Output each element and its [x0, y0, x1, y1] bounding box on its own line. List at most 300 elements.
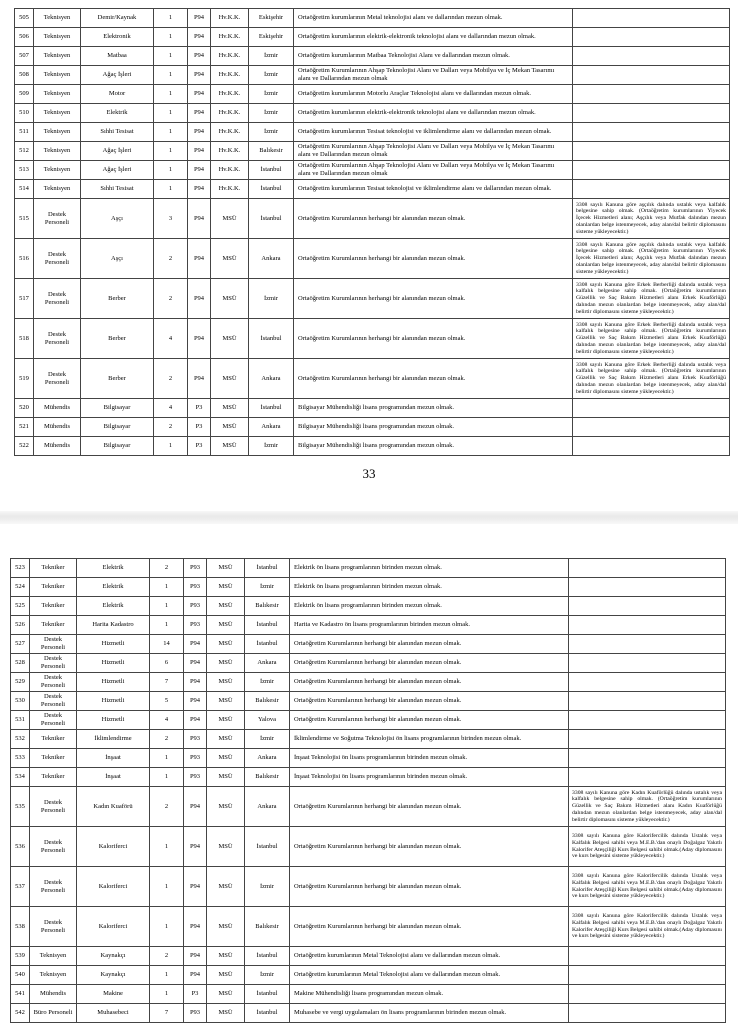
cell-city: İstanbul: [245, 827, 290, 867]
cell-count: 1: [150, 616, 184, 635]
cell-score-type: P94: [188, 319, 211, 359]
cell-note: [569, 654, 726, 673]
cell-note: 3308 sayılı Kanuna göre Kalorifercilik dalında Ustalık veya Kalfalık Belgesi sahibi veya M.E.B.'dan onaylı Doğalgaz Yakıtlı Kalorifer Ateşçiliği Kurs Belgesi sahibi olmak.(Aday diplomasını ve kurs belgesini sisteme yükleyecektir.): [569, 827, 726, 867]
cell-city: İstanbul: [245, 947, 290, 966]
cell-row-number: 535: [11, 787, 30, 827]
table-row: [11, 768, 726, 787]
cell-count: 1: [154, 85, 188, 104]
cell-title: Destek Personeli: [30, 692, 77, 711]
cell-qualification: Ortaöğretim Kurumlarının herhangi bir alanından mezun olmak.: [290, 787, 569, 827]
cell-source: MSÜ: [207, 1004, 245, 1023]
cell-source: MSÜ: [207, 597, 245, 616]
cell-row-number: 506: [15, 28, 34, 47]
cell-row-number: 541: [11, 985, 30, 1004]
cell-count: 6: [150, 654, 184, 673]
cell-source: MSÜ: [207, 749, 245, 768]
cell-count: 1: [150, 966, 184, 985]
cell-title: Destek Personeli: [34, 279, 81, 319]
table-row: [15, 123, 730, 142]
cell-title: Teknisyen: [34, 161, 81, 180]
cell-qualification: Ortaöğretim Kurumlarının herhangi bir alanından mezun olmak.: [290, 827, 569, 867]
cell-city: İstanbul: [245, 1004, 290, 1023]
cell-title: Tekniker: [30, 597, 77, 616]
table-row: [15, 418, 730, 437]
cell-city: Balıkesir: [249, 142, 294, 161]
cell-score-type: P3: [188, 437, 211, 456]
cell-score-type: P94: [188, 104, 211, 123]
cell-title: Destek Personeli: [30, 711, 77, 730]
cell-branch: Bilgisayar: [81, 437, 154, 456]
recruitment-table-page-34: [10, 558, 726, 1023]
cell-city: Ankara: [249, 359, 294, 399]
cell-branch: Hizmetli: [77, 692, 150, 711]
cell-count: 4: [150, 711, 184, 730]
cell-row-number: 519: [15, 359, 34, 399]
cell-count: 7: [150, 673, 184, 692]
cell-branch: Matbaa: [81, 47, 154, 66]
cell-source: MSÜ: [211, 418, 249, 437]
table-row: [11, 907, 726, 947]
cell-city: İstanbul: [245, 559, 290, 578]
cell-row-number: 526: [11, 616, 30, 635]
cell-source: Hv.K.K.: [211, 104, 249, 123]
cell-score-type: P94: [184, 787, 207, 827]
cell-note: [569, 966, 726, 985]
cell-row-number: 539: [11, 947, 30, 966]
cell-count: 2: [150, 559, 184, 578]
cell-title: Teknisyen: [34, 104, 81, 123]
cell-source: MSÜ: [207, 787, 245, 827]
cell-score-type: P94: [184, 692, 207, 711]
cell-title: Teknisyen: [34, 180, 81, 199]
cell-branch: Kaloriferci: [77, 907, 150, 947]
cell-row-number: 525: [11, 597, 30, 616]
cell-count: 1: [154, 28, 188, 47]
cell-row-number: 542: [11, 1004, 30, 1023]
cell-count: 1: [154, 180, 188, 199]
cell-count: 1: [154, 142, 188, 161]
cell-city: İzmir: [245, 966, 290, 985]
cell-title: Destek Personeli: [30, 867, 77, 907]
cell-qualification: Ortaöğretim Kurumlarının herhangi bir alanından mezun olmak.: [294, 319, 573, 359]
cell-count: 14: [150, 635, 184, 654]
cell-note: [569, 985, 726, 1004]
cell-note: 3308 sayılı Kanuna göre Erkek Berberliği dalında ustalık veya kalfalık belgesine sahip olmak. (Ortaöğretim kurumlarının Güzellik ve Saç Bakım Hizmetleri alanı Erkek Kuaförlüğü dalından mezun olanlardan belge istenmeyecek, aday alan/dal belirtir diplomasını sisteme yükleyecektir.): [573, 279, 730, 319]
cell-qualification: Ortaöğretim Kurumlarının Ahşap Teknolojisi Alanı ve Dalları veya Mobilya ve İç Mekan Tasarımı alanı ve Dallarından mezun olmak: [294, 66, 573, 85]
cell-city: Ankara: [245, 749, 290, 768]
cell-note: [573, 142, 730, 161]
cell-branch: Makine: [77, 985, 150, 1004]
cell-qualification: Ortaöğretim Kurumlarının herhangi bir alanından mezun olmak.: [294, 239, 573, 279]
cell-score-type: P3: [188, 418, 211, 437]
cell-note: [569, 749, 726, 768]
cell-count: 1: [154, 161, 188, 180]
cell-note: [573, 66, 730, 85]
table-row: [11, 867, 726, 907]
cell-city: Yalova: [245, 711, 290, 730]
cell-note: [569, 768, 726, 787]
cell-city: Eskişehir: [249, 28, 294, 47]
cell-row-number: 531: [11, 711, 30, 730]
cell-count: 1: [150, 597, 184, 616]
cell-city: Ankara: [245, 654, 290, 673]
table-row: [11, 654, 726, 673]
cell-score-type: P94: [184, 827, 207, 867]
cell-note: [569, 692, 726, 711]
cell-source: MSÜ: [207, 692, 245, 711]
cell-branch: Bilgisayar: [81, 399, 154, 418]
cell-note: [573, 85, 730, 104]
cell-note: [569, 711, 726, 730]
cell-count: 1: [154, 104, 188, 123]
cell-qualification: Ortaöğretim kurumlarının Motorlu Araçlar Teknolojisi alanı ve dallarından mezun olmak.: [294, 85, 573, 104]
cell-title: Teknisyen: [34, 9, 81, 28]
cell-qualification: Ortaöğretim kurumlarının Tesisat teknolojisi ve iklimlendirme alanı ve dallarından mezun olmak.: [294, 123, 573, 142]
cell-count: 1: [154, 47, 188, 66]
table-row: [15, 142, 730, 161]
cell-count: 3: [154, 199, 188, 239]
cell-qualification: Ortaöğretim Kurumlarının herhangi bir alanından mezun olmak.: [290, 867, 569, 907]
cell-source: MSÜ: [207, 673, 245, 692]
cell-source: MSÜ: [207, 985, 245, 1004]
table-row: [15, 28, 730, 47]
cell-source: MSÜ: [211, 437, 249, 456]
table-row: [15, 161, 730, 180]
cell-title: Destek Personeli: [34, 199, 81, 239]
cell-count: 2: [154, 418, 188, 437]
cell-city: Balıkesir: [245, 907, 290, 947]
cell-count: 1: [150, 768, 184, 787]
cell-qualification: Ortaöğretim kurumlarının elektrik-elektronik teknolojisi alanı ve dallarından mezun olmak.: [294, 28, 573, 47]
cell-score-type: P93: [184, 616, 207, 635]
cell-count: 2: [154, 279, 188, 319]
cell-row-number: 532: [11, 730, 30, 749]
cell-score-type: P94: [188, 180, 211, 199]
cell-source: MSÜ: [207, 966, 245, 985]
cell-note: 3308 sayılı Kanuna göre Erkek Berberliği dalında ustalık veya kalfalık belgesine sahip olmak. (Ortaöğretim kurumlarının Güzellik ve Saç Bakım Hizmetleri alanı Erkek Kuaförlüğü dalından mezun olanlardan belge istenmeyecek, aday alan/dal belirtir diplomasını sisteme yükleyecektir.): [573, 319, 730, 359]
cell-source: MSÜ: [211, 359, 249, 399]
cell-city: Balıkesir: [245, 768, 290, 787]
cell-qualification: Muhasebe ve vergi uygulamaları ön lisans programlarının birinden mezun olmak.: [290, 1004, 569, 1023]
cell-score-type: P93: [184, 730, 207, 749]
cell-source: MSÜ: [207, 947, 245, 966]
cell-score-type: P94: [188, 161, 211, 180]
cell-note: [569, 616, 726, 635]
cell-title: Destek Personeli: [34, 239, 81, 279]
cell-branch: Elektrik: [77, 578, 150, 597]
table-row: [11, 749, 726, 768]
cell-city: İzmir: [249, 437, 294, 456]
cell-note: 3308 sayılı Kanuna göre aşçılık dalında ustalık veya kalfalık belgesine sahip olmak. (Ortaöğretim kurumlarının Yiyecek İçecek Hizmetleri alanı; Aşçılık veya Mutfak dalından mezun olanlardan belge istenmeyecek, aday alan/dal belirtir diplomasını sisteme yükleyecektir.): [573, 199, 730, 239]
cell-qualification: İnşaat Teknolojisi ön lisans programlarının birinden mezun olmak.: [290, 749, 569, 768]
cell-title: Destek Personeli: [30, 635, 77, 654]
cell-note: 3308 sayılı Kanuna göre Erkek Berberliği dalında ustalık veya kalfalık belgesine sahip olmak. (Ortaöğretim kurumlarının Güzellik ve Saç Bakım Hizmetleri alanı Erkek Kuaförlüğü dalından mezun olanlardan belge istenmeyecek, aday alan/dal belirtir diplomasını sisteme yükleyecektir.): [573, 359, 730, 399]
table-row: [15, 437, 730, 456]
cell-row-number: 537: [11, 867, 30, 907]
cell-row-number: 511: [15, 123, 34, 142]
cell-score-type: P93: [184, 597, 207, 616]
cell-score-type: P94: [188, 28, 211, 47]
table-row: [11, 947, 726, 966]
cell-branch: Kaynakçı: [77, 947, 150, 966]
pdf-page-34: [0, 524, 738, 1024]
cell-count: 1: [150, 907, 184, 947]
cell-source: MSÜ: [207, 635, 245, 654]
cell-note: [573, 9, 730, 28]
cell-row-number: 514: [15, 180, 34, 199]
cell-count: 1: [154, 437, 188, 456]
cell-source: Hv.K.K.: [211, 142, 249, 161]
cell-city: Balıkesir: [245, 597, 290, 616]
cell-source: MSÜ: [211, 199, 249, 239]
cell-qualification: Ortaöğretim kurumlarının elektrik-elektronik teknolojisi alanı ve dallarından mezun olmak.: [294, 104, 573, 123]
cell-score-type: P94: [188, 359, 211, 399]
cell-branch: Ağaç İşleri: [81, 142, 154, 161]
cell-city: İstanbul: [245, 985, 290, 1004]
table-row: [11, 559, 726, 578]
cell-score-type: P93: [184, 749, 207, 768]
cell-source: MSÜ: [207, 711, 245, 730]
cell-branch: İnşaat: [77, 768, 150, 787]
cell-title: Teknisyen: [30, 966, 77, 985]
table-row: [15, 9, 730, 28]
cell-qualification: Bilgisayar Mühendisliği lisans programından mezun olmak.: [294, 418, 573, 437]
table-row: [15, 180, 730, 199]
cell-note: [573, 161, 730, 180]
table-row: [11, 966, 726, 985]
cell-branch: Bilgisayar: [81, 418, 154, 437]
table-row: [11, 827, 726, 867]
cell-count: 2: [150, 947, 184, 966]
cell-score-type: P94: [184, 867, 207, 907]
table-row: [11, 1004, 726, 1023]
cell-title: Tekniker: [30, 578, 77, 597]
cell-city: İzmir: [249, 123, 294, 142]
cell-city: İstanbul: [245, 635, 290, 654]
cell-qualification: İnşaat Teknolojisi ön lisans programlarının birinden mezun olmak.: [290, 768, 569, 787]
cell-title: Destek Personeli: [30, 673, 77, 692]
cell-score-type: P3: [184, 985, 207, 1004]
cell-count: 1: [150, 985, 184, 1004]
cell-branch: Elektrik: [77, 559, 150, 578]
cell-qualification: Bilgisayar Mühendisliği lisans programından mezun olmak.: [294, 437, 573, 456]
cell-branch: İnşaat: [77, 749, 150, 768]
cell-title: Mühendis: [34, 399, 81, 418]
cell-source: MSÜ: [211, 239, 249, 279]
cell-city: İzmir: [249, 279, 294, 319]
cell-title: Teknisyen: [34, 66, 81, 85]
cell-note: 3308 sayılı Kanuna göre Kalorifercilik dalında Ustalık veya Kalfalık Belgesi sahibi veya M.E.B.'dan onaylı Doğalgaz Yakıtlı Kalorifer Ateşçiliği Kurs Belgesi sahibi olmak.(Aday diplomasını ve kurs belgesini sisteme yükleyecektir.): [569, 907, 726, 947]
cell-city: İzmir: [249, 85, 294, 104]
cell-row-number: 523: [11, 559, 30, 578]
cell-branch: Hizmetli: [77, 673, 150, 692]
cell-note: [569, 578, 726, 597]
cell-qualification: Ortaöğretim Kurumlarının herhangi bir alanından mezun olmak.: [290, 673, 569, 692]
cell-row-number: 524: [11, 578, 30, 597]
cell-branch: Harita Kadastro: [77, 616, 150, 635]
cell-note: [569, 730, 726, 749]
cell-note: 3308 sayılı Kanuna göre aşçılık dalında ustalık veya kalfalık belgesine sahip olmak. (Ortaöğretim kurumlarının Yiyecek İçecek Hizmetleri alanı; Aşçılık veya Mutfak dalından mezun olanlardan belge istenmeyecek, aday alan/dal belirtir diplomasını sisteme yükleyecektir.): [573, 239, 730, 279]
table-row: [11, 985, 726, 1004]
cell-source: Hv.K.K.: [211, 9, 249, 28]
cell-note: [569, 635, 726, 654]
cell-score-type: P94: [188, 9, 211, 28]
cell-branch: Elektrik: [81, 104, 154, 123]
cell-title: Mühendis: [34, 418, 81, 437]
cell-score-type: P94: [188, 279, 211, 319]
cell-city: İstanbul: [245, 616, 290, 635]
cell-branch: Hizmetli: [77, 654, 150, 673]
cell-title: Destek Personeli: [30, 654, 77, 673]
cell-branch: Ağaç İşleri: [81, 161, 154, 180]
cell-qualification: Ortaöğretim Kurumlarının herhangi bir alanından mezun olmak.: [290, 711, 569, 730]
cell-count: 2: [150, 787, 184, 827]
cell-source: MSÜ: [207, 867, 245, 907]
cell-count: 1: [154, 123, 188, 142]
cell-row-number: 530: [11, 692, 30, 711]
cell-qualification: Ortaöğretim kurumlarının Metal teknolojisi alanı ve dallarından mezun olmak.: [294, 9, 573, 28]
cell-note: [573, 28, 730, 47]
cell-qualification: Makine Mühendisliği lisans programından mezun olmak.: [290, 985, 569, 1004]
cell-row-number: 536: [11, 827, 30, 867]
table-row: [15, 359, 730, 399]
cell-qualification: Elektrik ön lisans programlarının birinden mezun olmak.: [290, 597, 569, 616]
cell-score-type: P93: [184, 559, 207, 578]
cell-note: [573, 180, 730, 199]
cell-city: Ankara: [249, 418, 294, 437]
cell-count: 1: [154, 9, 188, 28]
cell-note: 3308 sayılı Kanuna göre Kadın Kuaförlüğü dalında ustalık veya kalfalık belgesine sahip olmak. (Ortaöğretim kurumlarının Güzellik ve Saç Bakım Hizmetleri alanı Kadın Kuaförlüğü dalından mezun olanlardan belge istenmeyecek, aday alan/dal belirtir diplomasını sisteme yükleyecektir.): [569, 787, 726, 827]
cell-score-type: P94: [184, 654, 207, 673]
cell-count: 5: [150, 692, 184, 711]
cell-qualification: Harita ve Kadastro ön lisans programlarının birinden mezun olmak.: [290, 616, 569, 635]
cell-source: Hv.K.K.: [211, 180, 249, 199]
cell-count: 2: [154, 239, 188, 279]
cell-score-type: P94: [184, 635, 207, 654]
cell-title: Tekniker: [30, 559, 77, 578]
table-row: [11, 635, 726, 654]
cell-qualification: Ortaöğretim Kurumlarının herhangi bir alanından mezun olmak.: [290, 654, 569, 673]
cell-title: Teknisyen: [34, 47, 81, 66]
cell-score-type: P94: [188, 142, 211, 161]
cell-source: MSÜ: [207, 730, 245, 749]
cell-row-number: 529: [11, 673, 30, 692]
table-row: [15, 85, 730, 104]
cell-qualification: Ortaöğretim Kurumlarının herhangi bir alanından mezun olmak.: [290, 692, 569, 711]
cell-title: Tekniker: [30, 768, 77, 787]
cell-row-number: 508: [15, 66, 34, 85]
cell-title: Teknisyen: [34, 85, 81, 104]
cell-count: 1: [150, 867, 184, 907]
cell-count: 1: [150, 827, 184, 867]
table-row: [15, 279, 730, 319]
cell-score-type: P93: [184, 578, 207, 597]
cell-branch: Aşçı: [81, 239, 154, 279]
cell-source: Hv.K.K.: [211, 85, 249, 104]
cell-count: 4: [154, 319, 188, 359]
cell-qualification: Ortaöğretim kurumlarının Metal Teknolojisi alanı ve dallarından mezun olmak.: [290, 966, 569, 985]
cell-qualification: Elektrik ön lisans programlarının birinden mezun olmak.: [290, 559, 569, 578]
cell-city: İstanbul: [249, 319, 294, 359]
cell-qualification: Ortaöğretim Kurumlarının herhangi bir alanından mezun olmak.: [294, 199, 573, 239]
cell-qualification: Ortaöğretim kurumlarının Tesisat teknolojisi ve iklimlendirme alanı ve dallarından mezun olmak.: [294, 180, 573, 199]
cell-branch: Elektrik: [77, 597, 150, 616]
cell-source: MSÜ: [207, 616, 245, 635]
cell-qualification: Ortaöğretim kurumlarının Metal Teknolojisi alanı ve dallarından mezun olmak.: [290, 947, 569, 966]
cell-branch: Sıhhi Tesisat: [81, 123, 154, 142]
cell-city: İstanbul: [249, 161, 294, 180]
cell-note: [569, 1004, 726, 1023]
cell-score-type: P94: [184, 673, 207, 692]
cell-branch: Berber: [81, 319, 154, 359]
cell-source: MSÜ: [211, 319, 249, 359]
cell-score-type: P93: [184, 768, 207, 787]
table-row: [11, 711, 726, 730]
cell-branch: Muhasebeci: [77, 1004, 150, 1023]
cell-city: İzmir: [249, 66, 294, 85]
cell-title: Tekniker: [30, 616, 77, 635]
cell-title: Büro Personeli: [30, 1004, 77, 1023]
cell-row-number: 522: [15, 437, 34, 456]
cell-title: Destek Personeli: [30, 787, 77, 827]
table-row: [15, 199, 730, 239]
cell-note: [573, 104, 730, 123]
cell-qualification: Ortaöğretim Kurumlarının herhangi bir alanından mezun olmak.: [294, 279, 573, 319]
cell-branch: Kaynakçı: [77, 966, 150, 985]
table-row: [15, 66, 730, 85]
cell-title: Destek Personeli: [34, 319, 81, 359]
cell-score-type: P3: [188, 399, 211, 418]
cell-row-number: 538: [11, 907, 30, 947]
cell-branch: Motor: [81, 85, 154, 104]
cell-row-number: 507: [15, 47, 34, 66]
page-number: 33: [362, 466, 376, 481]
cell-city: İzmir: [245, 578, 290, 597]
cell-branch: Berber: [81, 279, 154, 319]
cell-row-number: 510: [15, 104, 34, 123]
cell-row-number: 517: [15, 279, 34, 319]
cell-note: [573, 123, 730, 142]
cell-title: Teknisyen: [34, 142, 81, 161]
cell-branch: Aşçı: [81, 199, 154, 239]
cell-count: 2: [150, 730, 184, 749]
cell-row-number: 505: [15, 9, 34, 28]
cell-source: MSÜ: [207, 827, 245, 867]
table-row: [15, 239, 730, 279]
cell-row-number: 520: [15, 399, 34, 418]
cell-qualification: Ortaöğretim Kurumlarının herhangi bir alanından mezun olmak.: [294, 359, 573, 399]
cell-score-type: P94: [188, 85, 211, 104]
cell-note: [573, 437, 730, 456]
cell-branch: Berber: [81, 359, 154, 399]
cell-source: MSÜ: [207, 654, 245, 673]
cell-row-number: 527: [11, 635, 30, 654]
cell-city: İzmir: [245, 867, 290, 907]
cell-branch: Elektronik: [81, 28, 154, 47]
cell-city: Ankara: [245, 787, 290, 827]
cell-city: İzmir: [249, 47, 294, 66]
cell-row-number: 533: [11, 749, 30, 768]
cell-score-type: P94: [188, 47, 211, 66]
cell-city: Eskişehir: [249, 9, 294, 28]
cell-title: Mühendis: [34, 437, 81, 456]
cell-score-type: P94: [188, 66, 211, 85]
cell-source: Hv.K.K.: [211, 123, 249, 142]
cell-row-number: 515: [15, 199, 34, 239]
cell-title: Destek Personeli: [34, 359, 81, 399]
cell-qualification: Bilgisayar Mühendisliği lisans programından mezun olmak.: [294, 399, 573, 418]
cell-title: Teknisyen: [34, 123, 81, 142]
